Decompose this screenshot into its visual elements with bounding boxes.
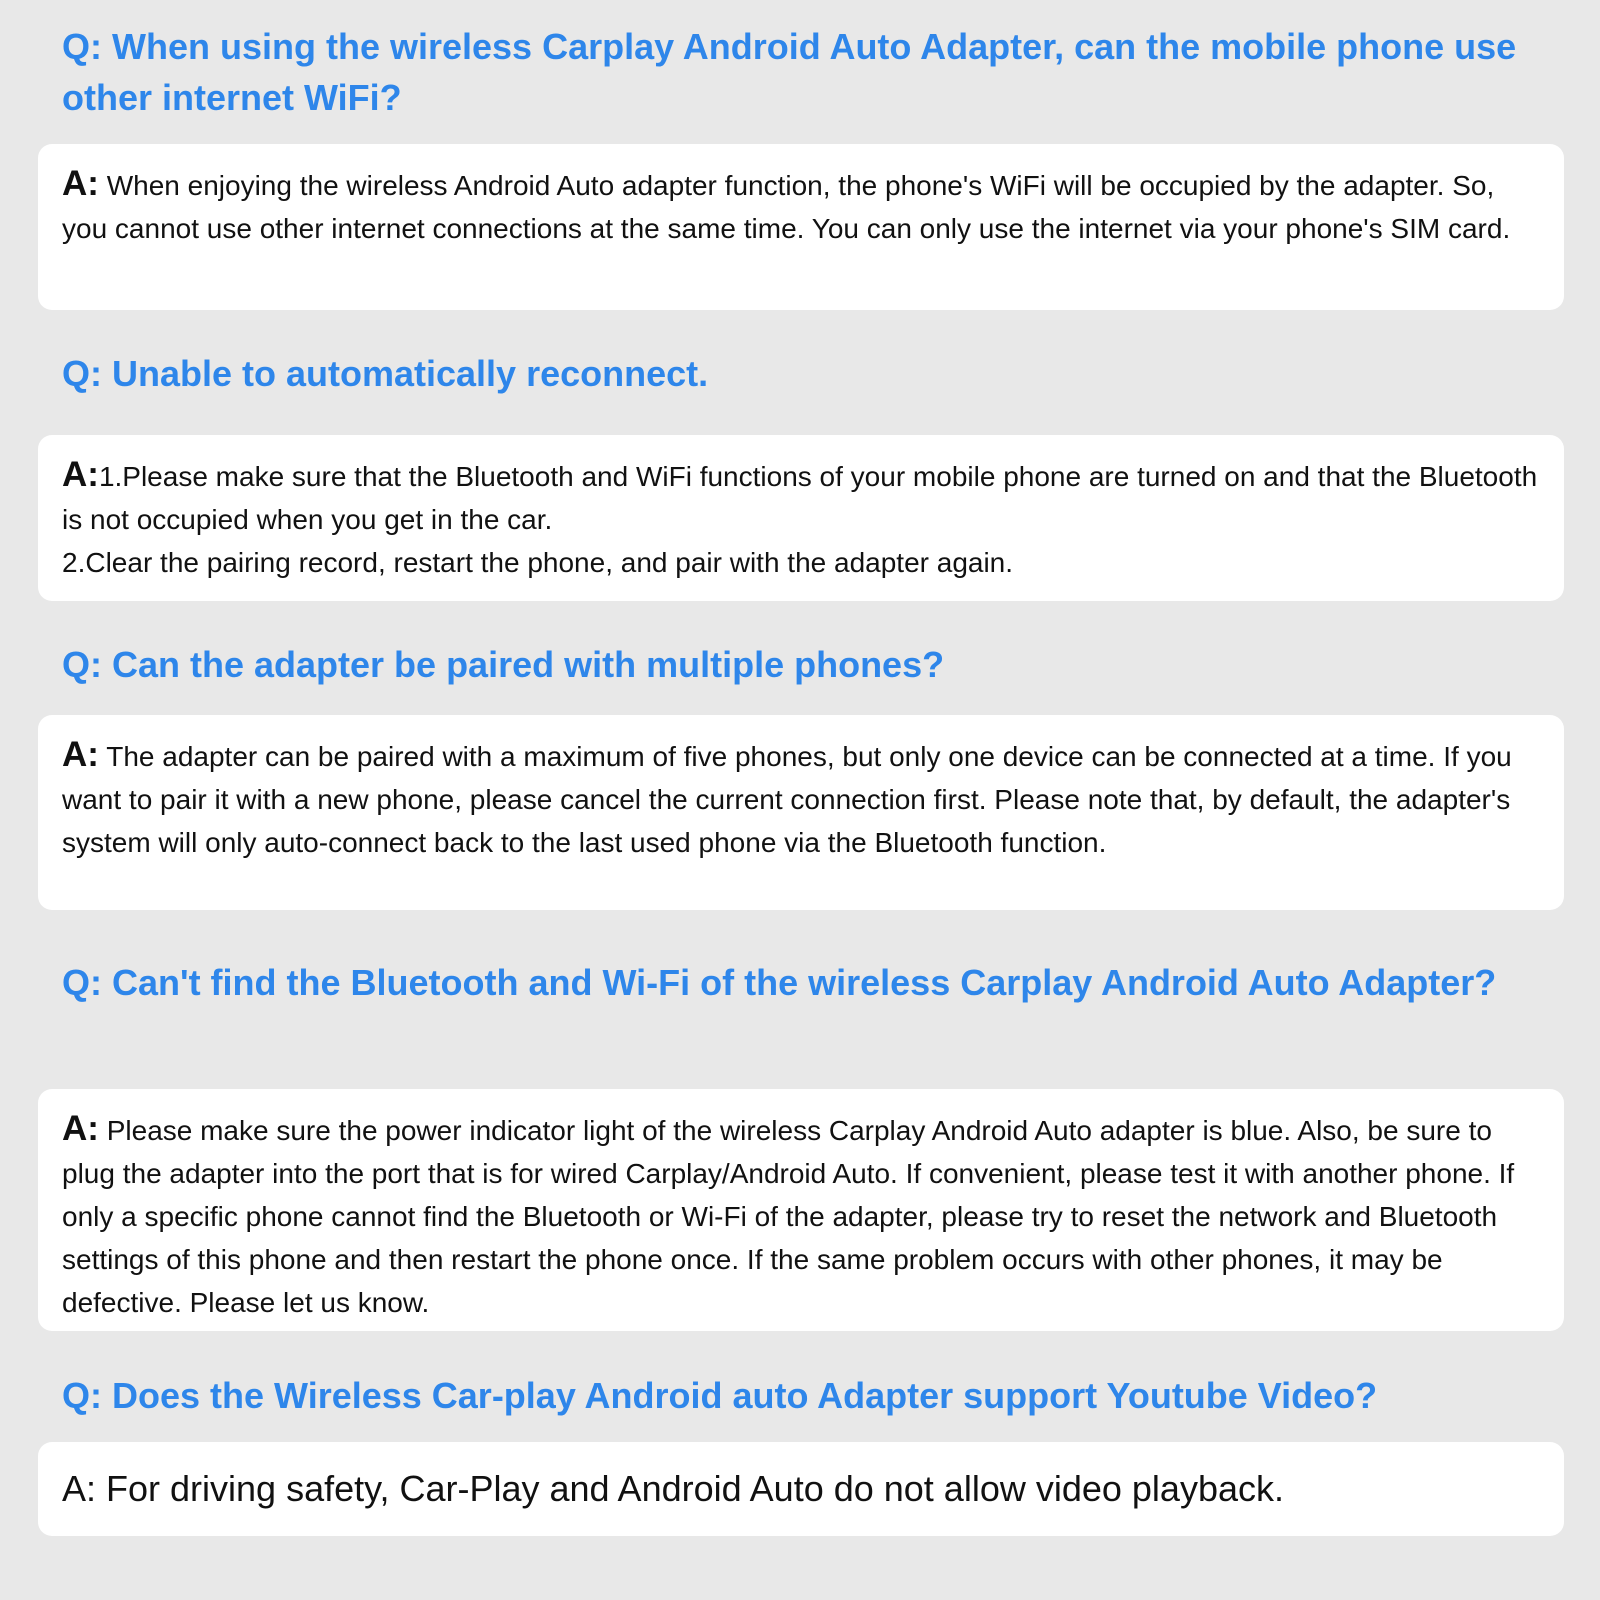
faq-question-4: Q: Can't find the Bluetooth and Wi-Fi of the wireless Carplay Android Auto Adapter? bbox=[62, 962, 1497, 1003]
faq-answer-card-1 bbox=[38, 144, 1564, 310]
answer-text: When enjoying the wireless Android Auto adapter function, the phone's WiFi will be occupied by the adapter. So, you cannot use other internet connections at the same time. You can only use the internet via your phone's SIM card. bbox=[62, 170, 1511, 244]
faq-answer-card-4 bbox=[38, 1089, 1564, 1331]
faq-question-3: Q: Can the adapter be paired with multiple phones? bbox=[62, 644, 945, 685]
answer-prefix: A: bbox=[62, 1109, 99, 1148]
answer-text: Please make sure the power indicator light of the wireless Carplay Android Auto adapter is blue. Also, be sure to plug the adapter into the port that is for wired Carplay/Android Auto. If convenient, please test it with another phone. If only a specific phone cannot find the Bluetooth or Wi-Fi of the adapter, please try to reset the network and Bluetooth settings of this phone and then restart the phone once. If the same problem occurs with other phones, it may be defective. Please let us know. bbox=[62, 1115, 1515, 1318]
faq-answer-1 bbox=[62, 162, 1544, 250]
faq-answer-2 bbox=[62, 453, 1544, 541]
faq-question-5: Q: Does the Wireless Car-play Android auto Adapter support Youtube Video? bbox=[62, 1375, 1378, 1416]
faq-answer-4 bbox=[62, 1107, 1544, 1324]
faq-question-1: Q: When using the wireless Carplay Android Auto Adapter, can the mobile phone use other internet WiFi? bbox=[62, 26, 1517, 118]
answer-prefix: A: bbox=[62, 735, 99, 774]
faq-answer-card-3 bbox=[38, 715, 1564, 910]
faq-answer-2-line-2: 2.Clear the pairing record, restart the phone, and pair with the adapter again. bbox=[62, 547, 1014, 578]
faq-answer-3 bbox=[62, 733, 1544, 864]
answer-prefix: A: bbox=[62, 164, 99, 203]
faq-answer-card-2 bbox=[38, 435, 1564, 601]
answer-text: The adapter can be paired with a maximum of five phones, but only one device can be connected at a time. If you want to pair it with a new phone, please cancel the current connection first. Please note that, by default, the adapter's system will only auto-connect back to the last used phone via the Bluetooth function. bbox=[62, 741, 1512, 858]
answer-text: 1.Please make sure that the Bluetooth and WiFi functions of your mobile phone are turned on and that the Bluetooth is not occupied when you get in the car. bbox=[62, 461, 1538, 535]
faq-question-2: Q: Unable to automatically reconnect. bbox=[62, 353, 709, 394]
faq-answer-card-5 bbox=[38, 1442, 1564, 1536]
answer-prefix: A: bbox=[62, 455, 99, 494]
faq-answer-5: A: For driving safety, Car-Play and Android Auto do not allow video playback. bbox=[62, 1468, 1284, 1509]
